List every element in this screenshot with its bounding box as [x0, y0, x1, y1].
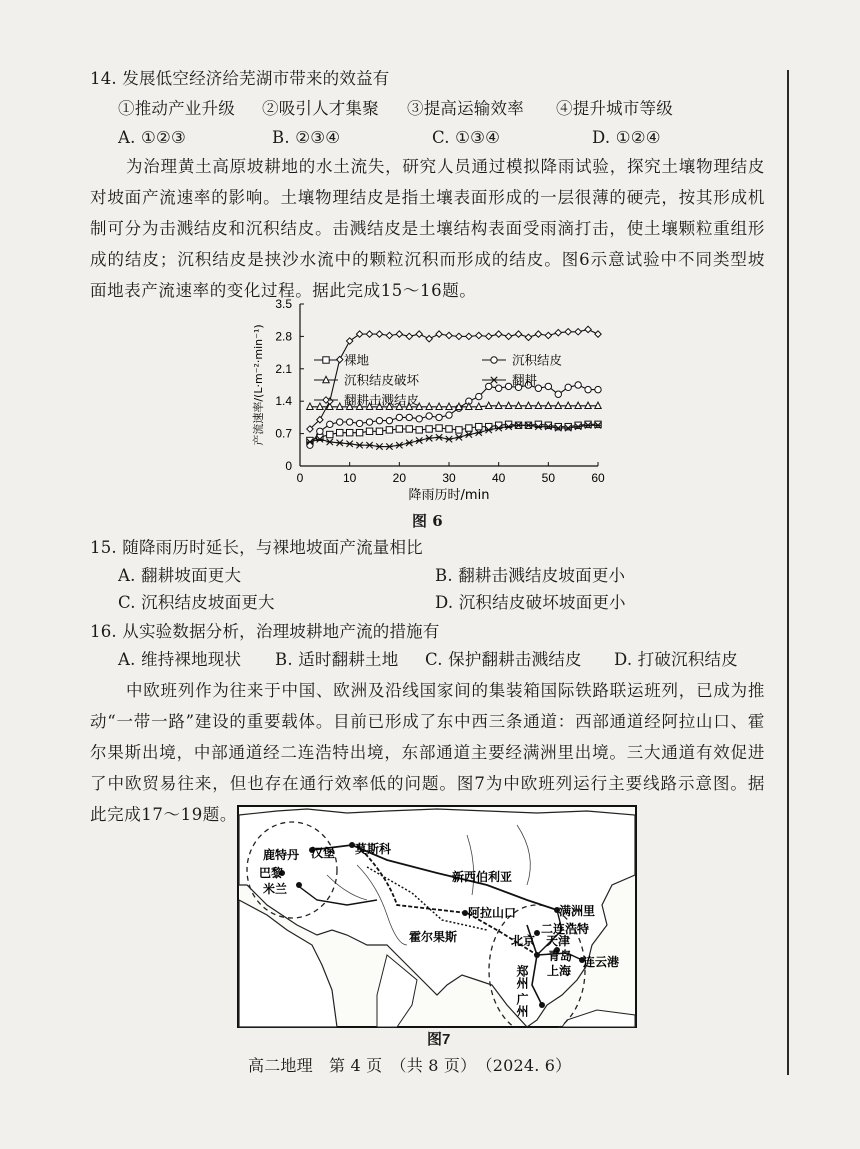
q14-option-2: ②吸引人才集聚 [262, 99, 379, 118]
label-tianjin: 天津 [546, 934, 571, 948]
data-point-1-24 [545, 383, 551, 389]
y-tick-label: 2.1 [275, 361, 292, 376]
data-point-0-16 [466, 425, 472, 431]
y-tick-label: 0.7 [275, 426, 292, 441]
data-point-4-29 [595, 331, 601, 337]
q14-option-4: ④提升城市等级 [556, 99, 673, 118]
label-zhengzhou: 郑州 [515, 965, 529, 989]
data-point-4-23 [535, 331, 541, 337]
fig6-caption: 图 6 [412, 512, 443, 530]
data-point-1-6 [366, 419, 372, 425]
data-point-1-14 [446, 412, 452, 418]
data-point-4-7 [376, 331, 382, 337]
data-point-1-28 [585, 386, 591, 392]
q15-choice-a: A. 翻耕坡面更大 [118, 566, 242, 585]
data-point-0-18 [486, 423, 492, 429]
q15-choice-b: B. 翻耕击溅结皮坡面更小 [435, 566, 626, 585]
data-point-4-27 [575, 329, 581, 335]
data-point-0-11 [416, 427, 422, 433]
data-point-4-14 [446, 332, 452, 338]
q16-choice-a: A. 维持裸地现状 [118, 650, 242, 669]
data-point-3-16 [466, 431, 472, 437]
data-point-4-13 [436, 331, 442, 337]
data-point-4-22 [525, 334, 531, 340]
q14-option-3: ③提高运输效率 [407, 99, 524, 118]
data-point-4-18 [486, 333, 492, 339]
railway-route-map [237, 805, 637, 1028]
data-point-1-26 [565, 384, 571, 390]
data-point-4-17 [476, 332, 482, 338]
data-point-3-12 [426, 435, 432, 441]
label-paris: 巴黎 [259, 866, 284, 880]
x-tick-label: 20 [392, 471, 407, 485]
data-point-4-28 [585, 326, 591, 332]
x-tick-label: 60 [591, 471, 605, 485]
x-tick-label: 50 [541, 471, 556, 485]
legend-label-1: 沉积结皮 [512, 352, 563, 368]
data-point-0-26 [565, 423, 571, 429]
q15-stem: 15. 随降雨历时延长，与裸地坡面产流量相比 [90, 538, 423, 557]
data-point-3-5 [356, 442, 362, 448]
data-point-0-28 [585, 421, 591, 427]
data-point-3-9 [396, 442, 402, 448]
label-novosibirsk: 新西伯利亚 [452, 870, 513, 884]
data-point-1-19 [495, 385, 501, 391]
data-point-0-9 [396, 426, 402, 432]
data-point-0-15 [456, 427, 462, 433]
passage-soil-crust: 为治理黄土高原坡耕地的水土流失，研究人员通过模拟降雨试验，探究土壤物理结皮对坡面产流速率的影响。土壤物理结皮是指土壤表面形成的一层很薄的硬壳，按其形成机制可分为击溅结皮和沉积结皮。击溅结皮是土壤结构表面受雨滴打击，使土壤颗粒重组形成的结皮；沉积结皮是挟沙水流中的颗粒沉积而形成的结皮。图6示意试验中不同类型坡面地表产流速率的变化过程。据此完成15～16题。 [90, 157, 765, 300]
data-point-1-10 [406, 414, 412, 420]
q15-choice-c: C. 沉积结皮坡面更大 [118, 593, 275, 612]
legend-label-0: 裸地 [344, 352, 370, 368]
data-point-1-20 [505, 383, 511, 389]
data-point-0-8 [386, 427, 392, 433]
data-point-0-17 [476, 423, 482, 429]
q16-choice-d: D. 打破沉积结皮 [614, 650, 738, 669]
data-point-4-16 [466, 333, 472, 339]
fig7-caption: 图7 [427, 1031, 451, 1048]
data-point-1-7 [376, 417, 382, 423]
legend-marker-1 [491, 357, 497, 363]
data-point-0-12 [426, 426, 432, 432]
data-point-0-25 [555, 423, 561, 429]
data-point-1-13 [436, 414, 442, 420]
data-point-0-13 [436, 425, 442, 431]
data-point-3-8 [386, 443, 392, 449]
data-point-3-11 [416, 437, 422, 443]
x-tick-label: 40 [491, 471, 506, 485]
label-moscow: 莫斯科 [355, 842, 392, 856]
data-point-0-3 [337, 429, 343, 435]
margin-line [787, 70, 789, 1075]
legend-marker-3 [491, 377, 497, 383]
data-point-1-29 [595, 386, 601, 392]
data-point-0-5 [356, 429, 362, 435]
data-point-1-11 [416, 416, 422, 422]
q14-choice-c: C. ①③④ [432, 128, 501, 147]
data-point-4-21 [515, 331, 521, 337]
data-point-3-7 [376, 443, 382, 449]
data-point-1-17 [476, 393, 482, 399]
data-point-4-26 [565, 329, 571, 335]
runoff-rate-chart [250, 292, 620, 507]
label-erlian: 二连浩特 [541, 922, 590, 936]
label-alashankou: 阿拉山口 [468, 906, 517, 920]
data-point-3-17 [476, 429, 482, 435]
data-point-0-4 [346, 429, 352, 435]
data-point-3-4 [346, 441, 352, 447]
y-tick-label: 2.8 [275, 329, 292, 344]
data-point-0-2 [327, 431, 333, 437]
data-point-4-25 [555, 329, 561, 335]
q14-choice-b: B. ②③④ [272, 128, 341, 147]
y-tick-label: 3.5 [275, 297, 292, 311]
y-tick-label: 1.4 [275, 394, 292, 409]
data-point-1-9 [396, 414, 402, 420]
data-point-1-18 [486, 383, 492, 389]
data-point-4-8 [386, 332, 392, 338]
data-point-4-20 [505, 333, 511, 339]
data-point-4-6 [366, 331, 372, 337]
data-point-3-13 [436, 434, 442, 440]
x-tick-label: 30 [442, 471, 456, 485]
page-footer: 高二地理 第 4 页 （共 8 页） （2024. 6） [248, 1056, 572, 1075]
data-point-1-2 [327, 421, 333, 427]
data-point-1-3 [337, 419, 343, 425]
label-rotterdam: 鹿特丹 [263, 848, 300, 862]
label-shanghai: 上海 [547, 964, 572, 978]
data-point-1-8 [386, 417, 392, 423]
data-point-4-15 [456, 333, 462, 339]
data-point-3-15 [456, 434, 462, 440]
legend-label-4: 翻耕击溅结皮 [344, 392, 420, 408]
data-point-0-6 [366, 428, 372, 434]
data-point-0-7 [376, 428, 382, 434]
q14-stem: 14. 发展低空经济给芜湖市带来的效益有 [90, 69, 390, 88]
label-horgos: 霍尔果斯 [409, 930, 458, 944]
x-tick-label: 10 [342, 471, 357, 485]
label-beijing: 北京 [511, 934, 536, 948]
data-point-1-27 [575, 382, 581, 388]
legend-label-2: 沉积结皮破坏 [344, 372, 420, 388]
q16-choice-b: B. 适时翻耕土地 [275, 650, 399, 669]
data-point-1-4 [346, 419, 352, 425]
data-point-4-19 [495, 331, 501, 337]
data-point-4-9 [396, 331, 402, 337]
data-point-4-10 [406, 333, 412, 339]
label-milan: 米兰 [263, 882, 288, 896]
y-tick-label: 0 [285, 459, 292, 473]
data-point-0-14 [446, 426, 452, 432]
x-axis-label: 降雨历时/min [408, 488, 490, 503]
q14-option-1: ①推动产业升级 [118, 99, 235, 118]
q16-stem: 16. 从实验数据分析，治理坡耕地产流的措施有 [90, 622, 440, 641]
legend-label-3: 翻耕 [512, 372, 538, 388]
data-point-1-0 [307, 442, 313, 448]
legend-marker-0 [323, 357, 329, 363]
q16-choice-c: C. 保护翻耕击溅结皮 [425, 650, 582, 669]
data-point-1-1 [317, 428, 323, 434]
label-hamburg: 汉堡 [311, 846, 336, 860]
data-point-3-2 [327, 439, 333, 445]
data-point-1-12 [426, 413, 432, 419]
data-point-3-6 [366, 442, 372, 448]
data-point-3-14 [446, 436, 452, 442]
data-point-1-5 [356, 420, 362, 426]
label-lianyungang: 连云港 [583, 955, 620, 969]
passage-china-europe-railway: 中欧班列作为往来于中国、欧洲及沿线国家间的集装箱国际铁路联运班列，已成为推动“一带一路”建设的重要载体。目前已形成了东中西三条通道：西部通道经阿拉山口、霍尔果斯出境，中部通道经二连浩特出境，东部通道主要经满洲里出境。三大通道有效促进了中欧贸易往来，但也存在通行效率低的问题。图7为中欧班列运行主要线路示意图。据此完成17～19题。 [90, 681, 765, 824]
data-point-1-25 [555, 391, 561, 397]
y-axis-label: 产流速率/(L·m⁻²·min⁻¹) [252, 324, 265, 446]
data-point-3-10 [406, 440, 412, 446]
data-point-4-24 [545, 332, 551, 338]
q14-choice-d: D. ①②④ [592, 128, 661, 147]
q14-choice-a: A. ①②③ [118, 128, 186, 147]
x-tick-label: 0 [296, 471, 304, 485]
data-point-0-10 [406, 426, 412, 432]
label-qingdao: 青岛 [548, 949, 573, 963]
label-manzhouli: 满洲里 [559, 904, 596, 918]
data-point-4-4 [346, 338, 352, 344]
q15-choice-d: D. 沉积结皮破坏坡面更小 [435, 593, 626, 612]
data-point-0-29 [595, 421, 601, 427]
data-point-4-12 [426, 336, 432, 342]
data-point-4-11 [416, 331, 422, 337]
data-point-3-3 [337, 440, 343, 446]
label-guangzhou: 广州 [515, 993, 529, 1017]
